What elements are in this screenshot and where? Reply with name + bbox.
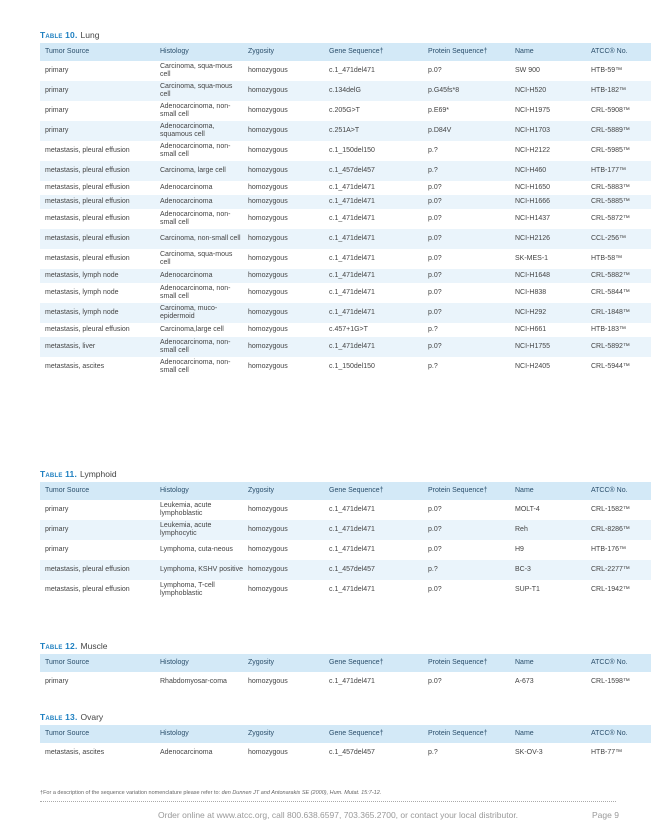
column-header: Protein Sequence† [423, 725, 510, 743]
table-cell: CRL-5985™ [591, 146, 630, 154]
column-header: Tumor Source [40, 482, 155, 500]
table-cell: SW 900 [515, 66, 540, 74]
table-cell: homozygous [243, 121, 324, 141]
table-cell: metastasis, pleural effusion [45, 214, 130, 222]
table-cell: Carcinoma, squa-mous cell [160, 62, 233, 78]
column-header: Protein Sequence† [423, 654, 510, 672]
table-cell: p.0? [428, 505, 442, 513]
table-cell: primary [45, 505, 69, 513]
table-cell: homozygous [243, 269, 324, 283]
table-number: Table 12. [40, 641, 78, 651]
table-row [40, 141, 651, 161]
column-header: Histology [155, 43, 243, 61]
table-cell: CRL-5882™ [586, 269, 651, 283]
table-cell: metastasis, liver [40, 337, 155, 357]
column-header: ATCC® No. [586, 654, 651, 672]
table-cell: c.1_471del471 [324, 195, 423, 209]
table-row [40, 500, 651, 520]
table-cell: c.1_471del471 [329, 677, 375, 685]
table-row [40, 743, 651, 763]
table-cell: primary [40, 121, 155, 141]
table-cell: Leukemia, acute lymphocytic [155, 520, 243, 540]
table-cell: CRL-1598™ [591, 677, 630, 685]
table-cell: CRL-1582™ [591, 505, 630, 513]
table-cell: c.134delG [324, 81, 423, 101]
table-row [40, 181, 651, 195]
table-name: Ovary [80, 712, 104, 722]
table-cell: homozygous [248, 66, 288, 74]
table-cell: homozygous [248, 325, 288, 333]
table-cell: Adenocarcinoma, non-small cell [160, 102, 231, 118]
table-cell: CRL-5844™ [591, 288, 630, 296]
column-header: Gene Sequence† [324, 725, 423, 743]
table-cell: p.0? [428, 214, 442, 222]
table-cell: homozygous [248, 585, 288, 593]
table-cell: p.D84V [423, 121, 510, 141]
table-cell: BC-3 [510, 560, 586, 580]
table-cell: Adenocarcinoma, non-small cell [155, 337, 243, 357]
table-row [40, 269, 651, 283]
table-block-lung [40, 29, 630, 377]
table-cell: homozygous [248, 288, 288, 296]
table-row [40, 121, 651, 141]
table-cell: Carcinoma, squa-mous cell [160, 250, 233, 266]
table-cell: p.0? [423, 303, 510, 323]
column-header: ATCC® No. [586, 43, 651, 61]
table-title [40, 640, 616, 654]
table-cell: c.1_150del150 [329, 146, 375, 154]
table-name: Muscle [80, 641, 108, 651]
table-cell: homozygous [243, 560, 324, 580]
table-cell: metastasis, ascites [45, 748, 105, 756]
table-cell: Adenocarcinoma, non-small cell [160, 358, 231, 374]
table-cell: NCI-H1437 [515, 214, 551, 222]
table-row [40, 323, 651, 337]
column-header: Name [510, 654, 586, 672]
table-cell: HTB-77™ [591, 748, 623, 756]
table-title [40, 29, 616, 43]
table-block-ovary [40, 711, 628, 763]
data-table [40, 43, 651, 377]
table-cell: metastasis, pleural effusion [40, 161, 155, 181]
column-header: Histology [155, 725, 243, 743]
table-cell: c.1_471del471 [324, 229, 423, 249]
table-number: Table 11. [40, 469, 78, 479]
table-cell: SK-OV-3 [515, 748, 543, 756]
table-cell: CRL-5892™ [586, 337, 651, 357]
table-cell: CRL-5885™ [586, 195, 651, 209]
table-cell: c.1_457del457 [329, 748, 375, 756]
table-row [40, 580, 651, 600]
column-header: Name [510, 43, 586, 61]
table-cell: homozygous [248, 748, 288, 756]
table-cell: homozygous [243, 195, 324, 209]
table-cell: NCI-H292 [510, 303, 586, 323]
table-cell: SK-MES-1 [515, 254, 549, 262]
column-header: Tumor Source [40, 654, 155, 672]
table-cell: c.1_150del150 [329, 362, 375, 370]
table-cell: Carcinoma, muco-epidermoid [155, 303, 243, 323]
table-cell: primary [40, 81, 155, 101]
table-cell: p.0? [423, 520, 510, 540]
table-cell: CRL-5908™ [591, 106, 630, 114]
table-cell: p.0? [428, 288, 442, 296]
table-cell: p.0? [423, 229, 510, 249]
table-cell: SUP-T1 [515, 585, 540, 593]
table-cell: c.1_471del471 [324, 520, 423, 540]
table-block-lymphoid [40, 468, 630, 600]
table-cell: metastasis, pleural effusion [45, 183, 130, 191]
table-cell: A-673 [515, 677, 534, 685]
table-cell: p.0? [428, 677, 442, 685]
header-row [40, 725, 651, 743]
table-cell: CRL-8286™ [586, 520, 651, 540]
table-cell: p.0? [428, 545, 442, 553]
table-cell: NCI-H1648 [510, 269, 586, 283]
table-cell: p.? [428, 146, 438, 154]
table-cell: Carcinoma,large cell [160, 325, 224, 333]
table-cell: homozygous [248, 214, 288, 222]
table-cell: metastasis, pleural effusion [45, 254, 130, 262]
table-cell: Adenocarcinoma, squamous cell [155, 121, 243, 141]
column-header: Gene Sequence† [324, 43, 423, 61]
table-cell: NCI-H2126 [510, 229, 586, 249]
table-cell: Adenocarcinoma, non-small cell [160, 284, 231, 300]
table-cell: NCI-H1650 [515, 183, 551, 191]
table-cell: p.E69* [428, 106, 450, 114]
table-cell: Lymphoma, T-cell lymphoblastic [160, 581, 215, 597]
table-cell: metastasis, pleural effusion [45, 146, 130, 154]
table-cell: Carcinoma, large cell [155, 161, 243, 181]
header-row [40, 654, 651, 672]
table-cell: p.0? [423, 195, 510, 209]
table-cell: c.1_471del471 [329, 214, 375, 222]
table-row [40, 249, 651, 269]
table-cell: c.1_471del471 [329, 254, 375, 262]
footnote-mark: † [40, 790, 44, 796]
table-cell: NCI-H1666 [510, 195, 586, 209]
table-cell: homozygous [248, 505, 288, 513]
table-row [40, 520, 651, 540]
table-cell: metastasis, lymph node [45, 288, 119, 296]
column-header: Gene Sequence† [324, 654, 423, 672]
table-row [40, 283, 651, 303]
table-number: Table 13. [40, 712, 78, 722]
table-cell: metastasis, pleural effusion [40, 229, 155, 249]
header-row [40, 482, 651, 500]
table-cell: Lymphoma, KSHV positive [155, 560, 243, 580]
table-cell: CCL-256™ [586, 229, 651, 249]
table-cell: metastasis, lymph node [40, 269, 155, 283]
table-cell: p.? [423, 560, 510, 580]
table-cell: homozygous [248, 545, 288, 553]
table-cell: p.G45fs*8 [423, 81, 510, 101]
table-cell: p.? [428, 362, 438, 370]
table-title [40, 711, 616, 725]
table-cell: primary [45, 545, 69, 553]
table-cell: homozygous [248, 362, 288, 370]
table-cell: CRL-5944™ [591, 362, 630, 370]
column-header: Histology [155, 654, 243, 672]
table-name: Lung [80, 30, 100, 40]
table-cell: primary [45, 66, 69, 74]
table-cell: homozygous [248, 183, 288, 191]
table-cell: Leukemia, acute lymphoblastic [160, 501, 212, 517]
table-cell: c.1_471del471 [324, 269, 423, 283]
table-cell: CRL-1848™ [586, 303, 651, 323]
table-cell: HTB-58™ [591, 254, 623, 262]
table-cell: NCI-H2405 [515, 362, 551, 370]
data-table [40, 654, 651, 692]
table-row [40, 81, 651, 101]
table-cell: primary [45, 106, 69, 114]
table-cell: HTB-59™ [591, 66, 623, 74]
table-cell: Rhabdomyosar-coma [160, 677, 227, 685]
table-cell: metastasis, pleural effusion [40, 195, 155, 209]
table-cell: Adenocarcinoma [160, 748, 213, 756]
table-cell: c.1_457del457 [324, 161, 423, 181]
column-header: ATCC® No. [586, 725, 651, 743]
table-cell: CRL-5883™ [591, 183, 630, 191]
column-header: Name [510, 725, 586, 743]
table-cell: NCI-H1975 [515, 106, 551, 114]
table-cell: Lymphoma, cuta-neous [160, 545, 233, 553]
table-cell: Adenocarcinoma, non-small cell [160, 210, 231, 226]
table-cell: CRL-1942™ [591, 585, 630, 593]
table-cell: p.0? [428, 66, 442, 74]
table-cell: homozygous [248, 146, 288, 154]
page-number: Page 9 [592, 810, 619, 820]
table-cell: MOLT-4 [515, 505, 540, 513]
column-header: Gene Sequence† [324, 482, 423, 500]
table-cell: HTB-183™ [591, 325, 627, 333]
table-title [40, 468, 616, 482]
table-cell: CRL-5889™ [586, 121, 651, 141]
table-row [40, 209, 651, 229]
table-cell: p.0? [423, 269, 510, 283]
table-row [40, 229, 651, 249]
table-cell: CRL-5872™ [591, 214, 630, 222]
data-table [40, 725, 651, 763]
table-block-muscle [40, 640, 630, 692]
table-cell: Adenocarcinoma [160, 183, 213, 191]
table-cell: HTB-182™ [586, 81, 651, 101]
table-cell: homozygous [243, 520, 324, 540]
column-header: Zygosity [243, 654, 324, 672]
table-cell: c.251A>T [324, 121, 423, 141]
table-cell: Carcinoma, squa-mous cell [155, 81, 243, 101]
column-header: ATCC® No. [586, 482, 651, 500]
table-name: Lymphoid [80, 469, 117, 479]
table-cell: homozygous [243, 303, 324, 323]
table-row [40, 540, 651, 560]
order-info: Order online at www.atcc.org, call 800.638.6597, 703.365.2700, or contact your local distributor. [158, 810, 519, 820]
table-cell: metastasis, lymph node [40, 303, 155, 323]
table-cell: NCI-H2122 [515, 146, 551, 154]
table-cell: Carcinoma, non-small cell [155, 229, 243, 249]
table-cell: Adenocarcinoma [155, 269, 243, 283]
table-cell: p.0? [428, 183, 442, 191]
table-cell: homozygous [243, 81, 324, 101]
footnote-text: For a description of the sequence variation nomenclature please refer to: [43, 790, 222, 796]
table-cell: metastasis, ascites [45, 362, 105, 370]
table-cell: p.0? [428, 585, 442, 593]
header-row [40, 43, 651, 61]
table-row [40, 61, 651, 81]
column-header: Zygosity [243, 43, 324, 61]
column-header: Protein Sequence† [423, 482, 510, 500]
table-cell: c.1_471del471 [329, 183, 375, 191]
footnote-citation: den Dunnen JT and Antonarakis SE (2000), Hum. Mutat. 15:7-12. [221, 790, 382, 796]
table-cell: c.1_471del471 [329, 585, 375, 593]
data-table [40, 482, 651, 600]
table-cell: homozygous [248, 677, 288, 685]
table-cell: p.? [428, 325, 438, 333]
table-cell: c.1_471del471 [329, 66, 375, 74]
table-row [40, 672, 651, 692]
table-row [40, 357, 651, 377]
table-cell: homozygous [248, 254, 288, 262]
table-row [40, 101, 651, 121]
table-row [40, 195, 651, 209]
column-header: Name [510, 482, 586, 500]
table-cell: NCI-H520 [510, 81, 586, 101]
table-row [40, 337, 651, 357]
table-cell: HTB-176™ [591, 545, 627, 553]
column-header: Tumor Source [40, 725, 155, 743]
table-cell: p.? [428, 748, 438, 756]
column-header: Histology [155, 482, 243, 500]
table-cell: p.0? [428, 254, 442, 262]
table-cell: NCI-H838 [515, 288, 547, 296]
table-cell: NCI-H460 [510, 161, 586, 181]
table-cell: Adenocarcinoma [155, 195, 243, 209]
table-cell: c.1_471del471 [329, 288, 375, 296]
table-cell: c.1_471del471 [329, 545, 375, 553]
table-cell: Adenocarcinoma, non-small cell [160, 142, 231, 158]
table-cell: homozygous [243, 337, 324, 357]
table-cell: Reh [510, 520, 586, 540]
table-row [40, 303, 651, 323]
table-cell: metastasis, pleural effusion [40, 560, 155, 580]
table-cell: metastasis, pleural effusion [45, 325, 130, 333]
table-cell: NCI-H1703 [510, 121, 586, 141]
table-cell: p.? [423, 161, 510, 181]
table-cell: H9 [515, 545, 524, 553]
table-cell: p.0? [423, 337, 510, 357]
table-cell: metastasis, pleural effusion [45, 585, 130, 593]
table-row [40, 560, 651, 580]
table-cell: NCI-H1755 [510, 337, 586, 357]
table-cell: c.1_471del471 [329, 505, 375, 513]
table-cell: c.1_471del471 [324, 303, 423, 323]
column-header: Zygosity [243, 725, 324, 743]
column-header: Zygosity [243, 482, 324, 500]
footnote [40, 790, 381, 796]
table-cell: HTB-177™ [586, 161, 651, 181]
table-cell: c.205G>T [329, 106, 360, 114]
table-cell: c.1_471del471 [324, 337, 423, 357]
table-number: Table 10. [40, 30, 78, 40]
table-cell: c.1_457del457 [324, 560, 423, 580]
table-row [40, 161, 651, 181]
table-cell: homozygous [248, 106, 288, 114]
footer-divider [40, 801, 616, 802]
table-cell: c.457+1G>T [329, 325, 368, 333]
column-header: Protein Sequence† [423, 43, 510, 61]
table-cell: primary [40, 520, 155, 540]
table-cell: homozygous [243, 229, 324, 249]
table-cell: NCI-H661 [515, 325, 547, 333]
table-cell: homozygous [243, 161, 324, 181]
column-header: Tumor Source [40, 43, 155, 61]
table-cell: CRL-2277™ [586, 560, 651, 580]
table-cell: primary [45, 677, 69, 685]
